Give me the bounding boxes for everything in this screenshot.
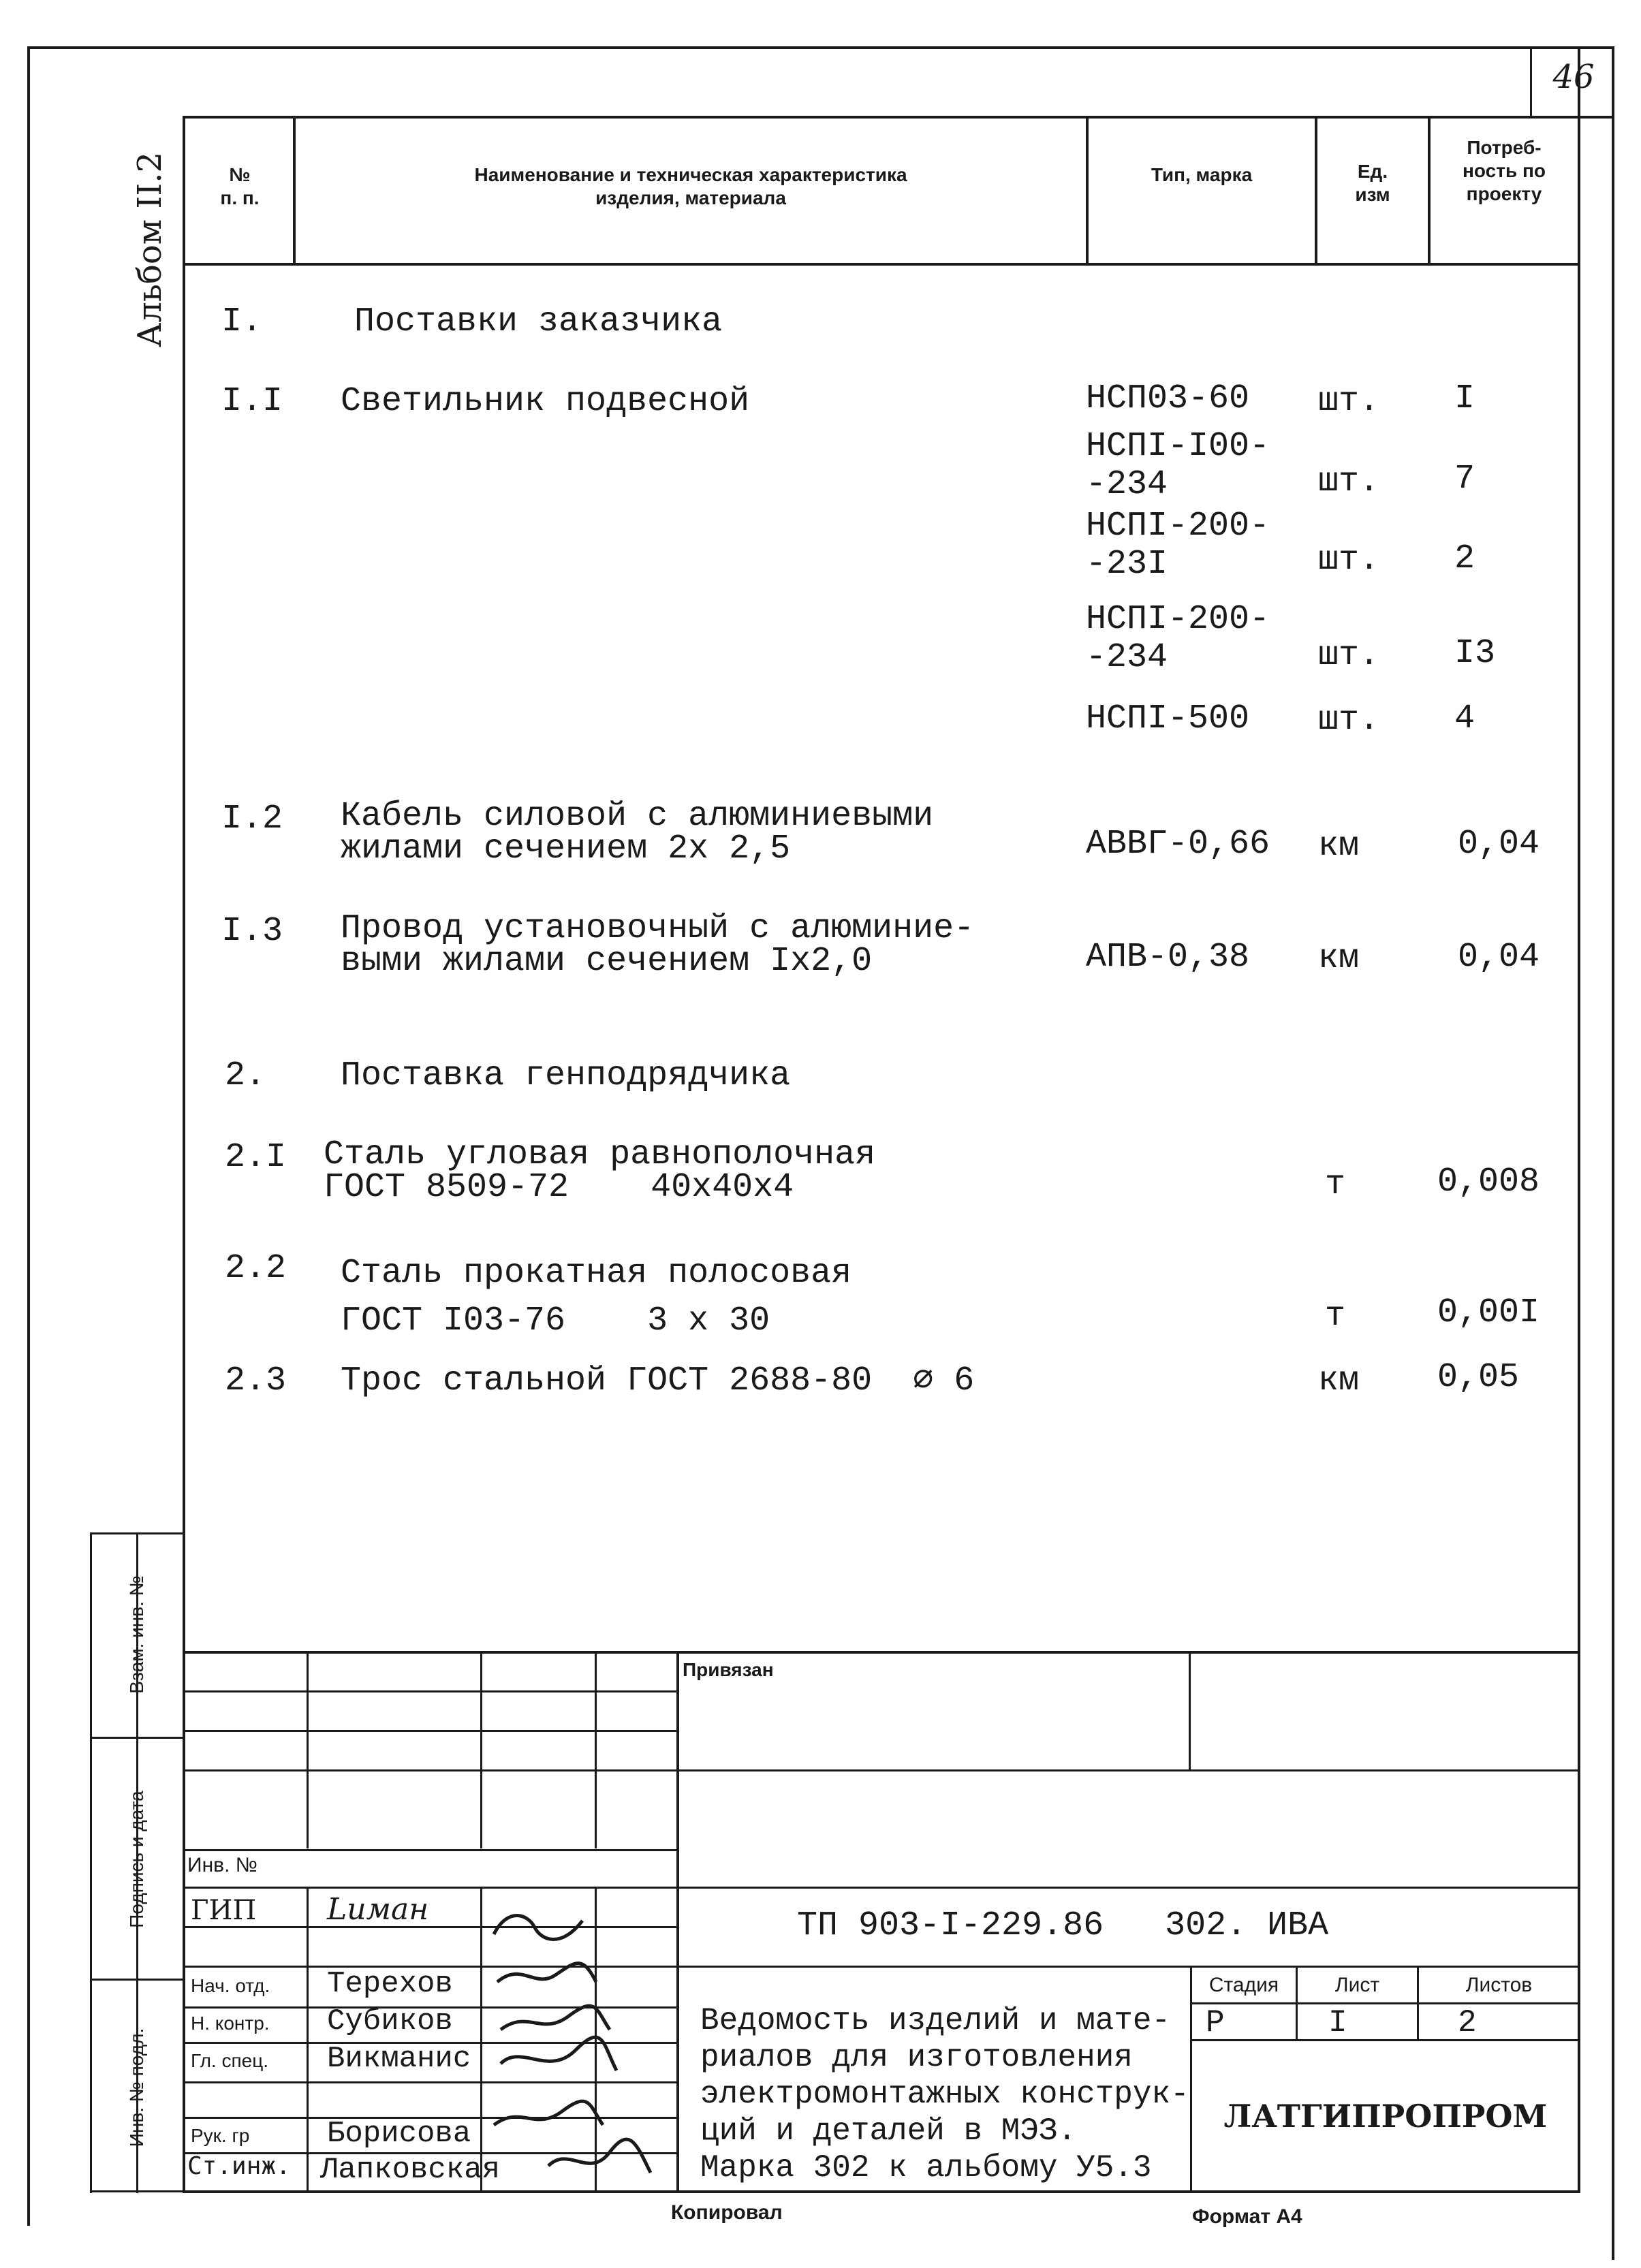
row-qty: 7: [1454, 460, 1475, 499]
tb-org: ЛАТГИПРОПРОМ: [1223, 2098, 1548, 2135]
header-col-unit: Ед. изм: [1355, 161, 1390, 205]
row-qty: 0,00I: [1437, 1293, 1540, 1332]
header-col-name: Наименование и техническая характеристика изделия, материала: [474, 164, 907, 208]
tb-privyazan: Привязан: [683, 1659, 774, 1680]
side-stamp-div-2: [90, 1979, 184, 1981]
row-type: АВВГ-0,66: [1086, 825, 1270, 864]
sig-name: Luман: [327, 1892, 429, 1927]
row-unit: шт.: [1318, 382, 1380, 421]
main-frame-bottom: [183, 2190, 1580, 2193]
side-stamp-podpis: Подпись и дата: [126, 1791, 147, 1928]
header-col-qty: Потреб- ность по проекту: [1463, 137, 1546, 204]
side-stamp-div-1: [90, 1737, 184, 1739]
tb-grid-h: [184, 1690, 678, 1692]
sig-name: Викманис: [327, 2042, 471, 2076]
tb-stage-label: Стадия: [1208, 1974, 1279, 1996]
header-bottom-line: [184, 263, 1579, 266]
tb-privyazan-bottom: [678, 1769, 1579, 1771]
row-name: Трос стальной ГОСТ 2688-80 ∅ 6: [341, 1361, 975, 1400]
row-type: НСПI-500: [1086, 699, 1250, 738]
row-name: Провод установочный с алюминие- выми жилами сечением Iх2,0: [341, 909, 975, 981]
signature-scribbles: [480, 1887, 678, 2190]
tb-stage-h1: [1190, 2002, 1579, 2004]
row-unit: км: [1318, 939, 1360, 978]
tb-grid-h: [184, 1769, 678, 1771]
row-name: Кабель силовой с алюминиевыми жилами сечением 2х 2,5: [341, 797, 934, 868]
outer-frame-left: [27, 46, 30, 2226]
main-frame-right: [1578, 46, 1580, 2192]
sig-name: Терехов: [327, 1967, 453, 2001]
row-name: Светильник подвесной: [341, 382, 750, 421]
row-no: 2.3: [225, 1361, 287, 1400]
sig-name: Лапковская: [320, 2153, 501, 2187]
row-no: I.I: [221, 382, 283, 421]
tb-inv-no: Инв. №: [187, 1854, 257, 1876]
page-number-box-left: [1530, 46, 1532, 116]
side-stamp-vzam: Взам. инв. №: [126, 1575, 147, 1694]
tb-doc-code: ТП 903-I-229.86 302. ИВА: [797, 1906, 1329, 1945]
row-type: НСПI-200- -23I: [1086, 507, 1270, 584]
tb-description: Ведомость изделий и мате- риалов для изготовления электромонтажных конструк- ций и деталей в МЭЗ. Марка 302 к альбому У5.3: [700, 2003, 1189, 2186]
tb-sheet-label: Лист: [1334, 1974, 1380, 1996]
row-type: НСП03-60: [1086, 379, 1250, 418]
row-qty: 2: [1454, 539, 1475, 578]
row-name: Поставка генподрядчика: [341, 1056, 791, 1095]
row-qty: 0,05: [1437, 1358, 1520, 1397]
row-unit: шт.: [1318, 636, 1380, 675]
row-no: 2.I: [225, 1138, 287, 1177]
row-unit: т: [1325, 1165, 1346, 1204]
row-unit: т: [1325, 1297, 1346, 1336]
outer-frame-top: [27, 46, 1614, 49]
tb-stage-left: [1190, 1966, 1192, 2192]
tb-sheet: I: [1328, 2005, 1347, 2041]
sig-role: Нач. отд.: [191, 1975, 270, 1996]
header-col-no: № п. п.: [220, 164, 260, 208]
row-no: I.: [221, 302, 263, 341]
tb-grid-v: [307, 1887, 309, 2190]
sig-name: Субиков: [327, 2004, 453, 2038]
footer-copied: Копировал: [671, 2201, 783, 2224]
row-qty: 0,04: [1458, 938, 1540, 977]
tb-sheets: 2: [1458, 2005, 1477, 2041]
row-no: 2.2: [225, 1249, 287, 1288]
row-type: НСПI-I00- -234: [1086, 427, 1270, 504]
tb-grid-v: [595, 1651, 597, 1848]
row-type: НСПI-200- -234: [1086, 600, 1270, 677]
tb-grid-v: [307, 1651, 309, 1848]
tb-sheets-label: Листов: [1465, 1974, 1533, 1996]
sig-role: ГИП: [191, 1895, 257, 1926]
album-label: Альбом II.2: [131, 151, 169, 347]
row-qty: 0,04: [1458, 825, 1540, 864]
outer-frame-right: [1612, 46, 1614, 2260]
row-unit: шт.: [1318, 701, 1380, 740]
tb-top: [184, 1651, 1579, 1654]
row-no: I.2: [221, 800, 283, 838]
row-unit: шт.: [1318, 462, 1380, 501]
header-col-type: Тип, марка: [1151, 164, 1253, 185]
tb-grid-v: [480, 1651, 482, 1848]
row-name: Сталь прокатная полосовая ГОСТ I03-76 3 х 30: [341, 1254, 852, 1340]
sig-role: Н. контр.: [191, 2013, 270, 2034]
page-number: 46: [1552, 58, 1595, 96]
row-no: I.3: [221, 912, 283, 951]
tb-grid-h: [184, 1849, 678, 1851]
tb-privyazan-div: [1189, 1651, 1191, 1770]
sig-role: Рук. гр: [191, 2125, 250, 2146]
side-stamp-inv-podl: Инв. № подл.: [126, 2028, 147, 2147]
tb-stage: Р: [1206, 2005, 1225, 2041]
sig-role: Гл. спец.: [191, 2050, 269, 2071]
footer-format: Формат А4: [1192, 2205, 1302, 2228]
row-qty: 4: [1454, 699, 1475, 738]
row-type: АПВ-0,38: [1086, 938, 1250, 977]
sig-name: Борисова: [327, 2117, 471, 2151]
row-no: 2.: [225, 1056, 266, 1095]
row-unit: км: [1318, 827, 1360, 866]
tb-grid-h: [184, 1730, 678, 1732]
sig-role: Ст.инж.: [187, 2152, 291, 2180]
row-unit: шт.: [1318, 541, 1380, 580]
main-frame-top: [184, 116, 1614, 119]
row-name: Поставки заказчика: [354, 302, 723, 341]
row-name: Сталь угловая равнополочная ГОСТ 8509-72 40х40х4: [324, 1135, 876, 1207]
header-divider-2: [1086, 116, 1089, 264]
row-unit: км: [1318, 1361, 1360, 1400]
side-stamp-left: [90, 1532, 92, 2193]
tb-code-top: [678, 1887, 1579, 1889]
row-qty: 0,008: [1437, 1163, 1540, 1201]
row-qty: I: [1454, 379, 1475, 418]
main-frame-left: [183, 116, 185, 2193]
row-qty: I3: [1454, 634, 1496, 673]
tb-stage-h2: [1190, 2039, 1579, 2041]
